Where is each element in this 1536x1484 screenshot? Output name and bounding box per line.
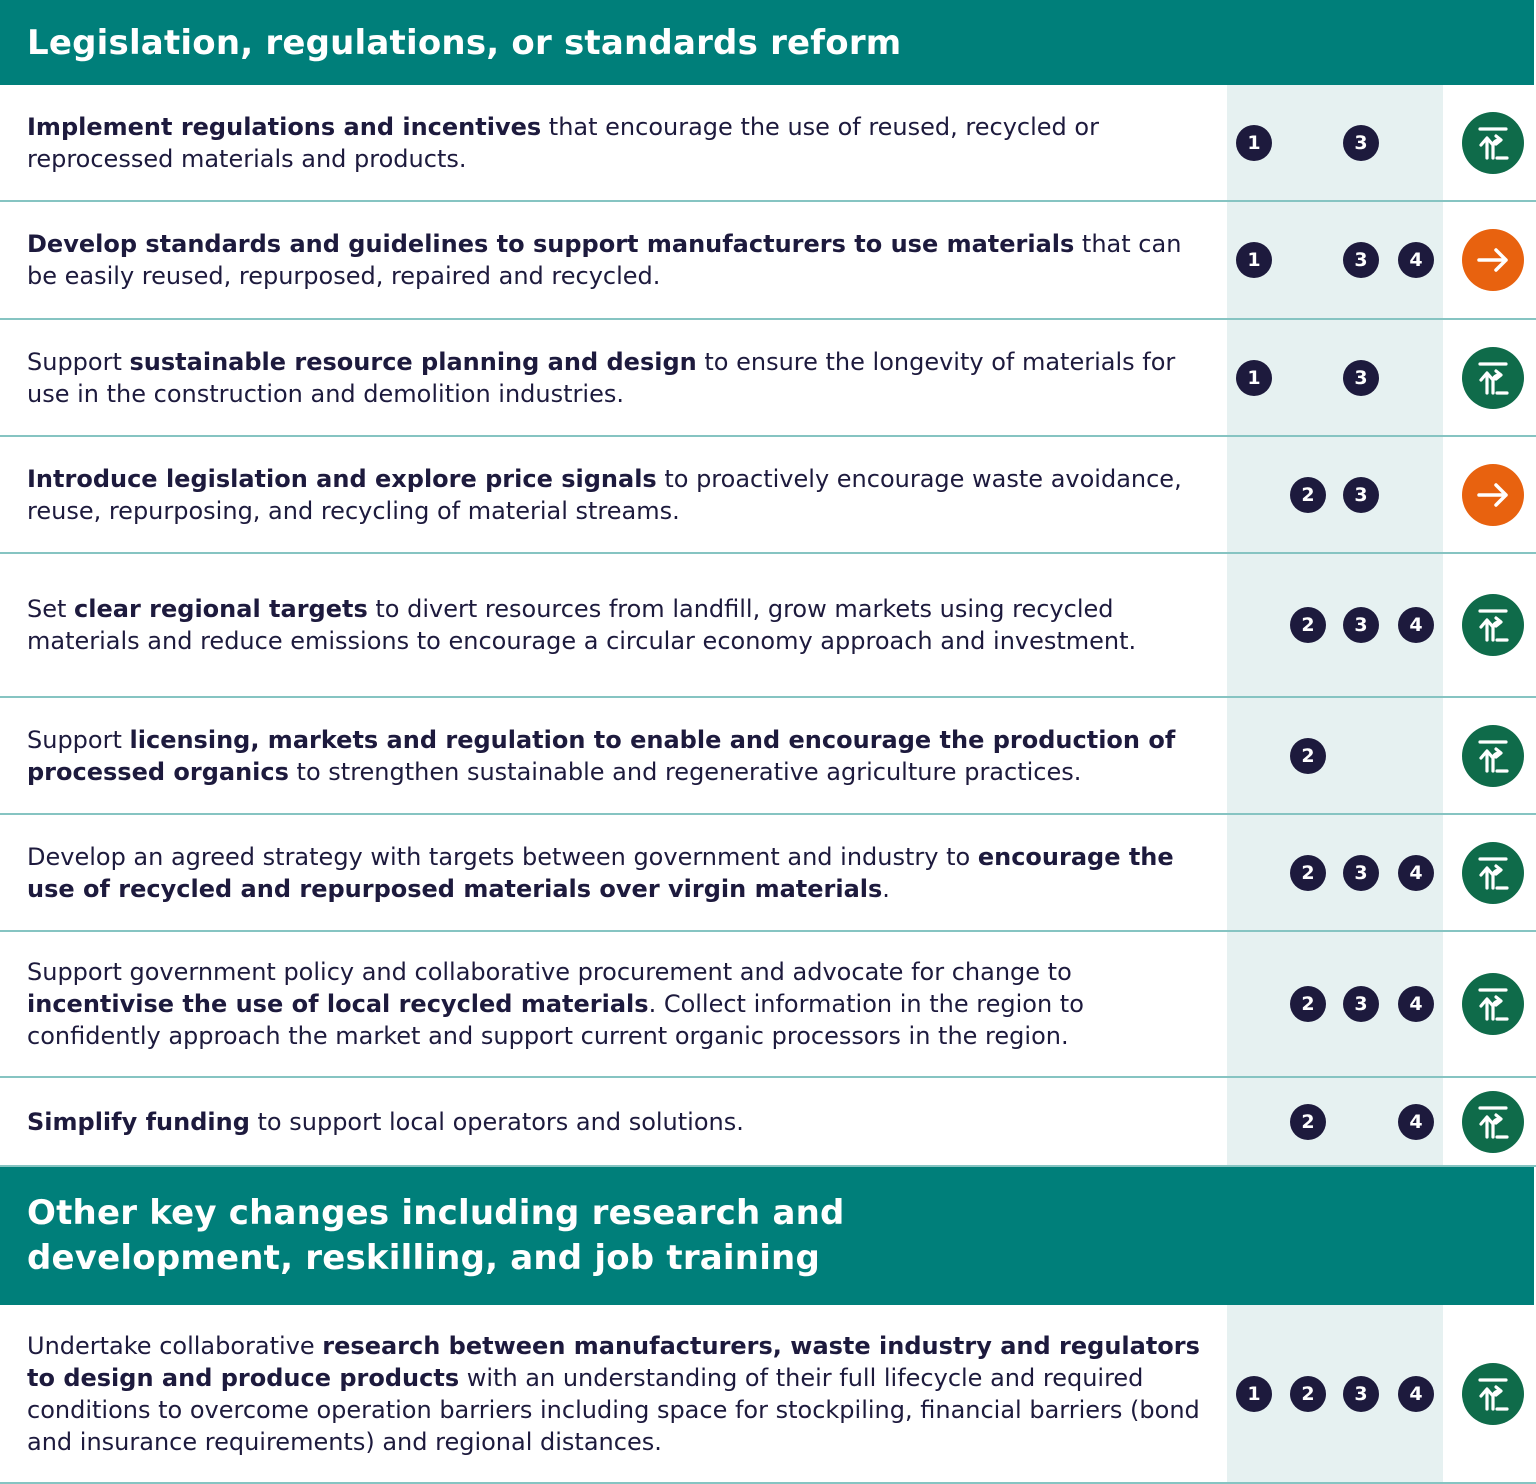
action-text: . [882,874,890,903]
action-description [27,1106,1207,1138]
pillar-badge-2: 2 [1290,986,1326,1022]
action-text: Undertake collaborative [27,1331,323,1360]
action-highlight: Develop standards and guidelines to support manufacturers to use materials [27,230,1075,258]
pillar-badge-4: 4 [1398,1376,1434,1412]
pillar-badge-3: 3 [1343,125,1379,161]
action-description [27,956,1207,1052]
pillar-badge-3: 3 [1343,855,1379,891]
table-row [0,1078,1536,1167]
action-text: to support local operators and solutions. [249,1107,744,1136]
action-text: Develop an agreed strategy with targets between government and industry to [27,842,978,871]
table-row [0,437,1536,554]
pillar-badge-3: 3 [1343,477,1379,513]
pillar-badge-4: 4 [1398,855,1434,891]
action-highlight: Simplify funding [27,1107,250,1136]
pillar-badge-4: 4 [1398,607,1434,643]
pillar-badge-4: 4 [1398,242,1434,278]
section-title: Other key changes including research and development, reskilling, and job training [27,1193,845,1278]
action-description [27,228,1207,292]
action-description [27,593,1207,657]
table-row [0,1305,1536,1484]
action-text: . Collect information in the region to confidently approach the market and support current organic processors in the region. [27,990,1084,1050]
table-row [0,554,1536,698]
action-highlight: sustainable resource planning and design [129,347,697,376]
pillar-badge-2: 2 [1290,1104,1326,1140]
table-row [0,320,1536,437]
pillar-badge-3: 3 [1343,986,1379,1022]
arrow-right-icon [1462,464,1524,526]
pillar-badge-2: 2 [1290,738,1326,774]
action-text: to proactively encourage waste avoidance, reuse, repurposing, and recycling of material streams. [27,464,1182,525]
pillar-badge-4: 4 [1398,1104,1434,1140]
pillar-badge-3: 3 [1343,360,1379,396]
action-text: Set [27,595,75,623]
action-description [27,463,1207,527]
table-row [0,698,1536,815]
action-highlight: Introduce legislation and explore price signals [27,464,657,493]
section-header-other-key-changes [0,1167,1534,1305]
section-header-legislation [0,0,1534,85]
action-text: to divert resources from landfill, grow markets using recycled materials and reduce emissions to encourage a circular economy approach and investment. [27,595,1137,655]
action-text: Support [27,725,130,754]
pillar-badge-3: 3 [1343,607,1379,643]
action-text: Support [27,347,130,376]
action-highlight: encourage the use of recycled and repurposed materials over virgin materials [27,842,1174,903]
action-text: to ensure the longevity of materials for use in the construction and demolition industries. [27,347,1176,408]
action-highlight: Implement regulations and incentives [27,112,542,141]
table-row [0,202,1536,320]
action-text: to strengthen sustainable and regenerative agriculture practices. [288,757,1082,786]
pillar-badge-2: 2 [1290,855,1326,891]
action-highlight: licensing, markets and regulation to enable and encourage the production of processed organics [27,725,1176,786]
action-description [27,346,1207,410]
pillar-badge-2: 2 [1290,477,1326,513]
growth-icon [1462,973,1524,1035]
pillar-badge-2: 2 [1290,1376,1326,1412]
pillar-badge-4: 4 [1398,986,1434,1022]
action-description [27,724,1207,788]
action-highlight: research between manufacturers, waste industry and regulators to design and produce products [27,1331,1200,1392]
action-description [27,1330,1207,1458]
action-description [27,841,1207,905]
action-text: with an understanding of their full lifecycle and required conditions to overcome operation barriers including space for stockpiling, financial barriers (bond and insurance requirements) and regional distances. [27,1363,1200,1456]
action-highlight: incentivise the use of local recycled materials [27,990,649,1018]
growth-icon [1462,594,1524,656]
section-title: Legislation, regulations, or standards reform [27,22,902,63]
action-text: Support government policy and collaborative procurement and advocate for change to [27,958,1072,986]
action-text: that can be easily reused, repurposed, repaired and recycled. [27,230,1182,290]
pillar-badge-1: 1 [1236,125,1272,161]
arrow-right-icon [1462,229,1524,291]
pillar-badge-3: 3 [1343,242,1379,278]
pillar-badge-1: 1 [1236,242,1272,278]
pillar-badge-1: 1 [1236,1376,1272,1412]
growth-icon [1462,725,1524,787]
table-row [0,932,1536,1078]
action-highlight: clear regional targets [74,595,368,623]
action-description [27,111,1207,175]
growth-icon [1462,112,1524,174]
pillar-badge-1: 1 [1236,360,1272,396]
pillar-badge-2: 2 [1290,607,1326,643]
growth-icon [1462,1363,1524,1425]
table-row [0,85,1536,202]
table-row [0,815,1536,932]
pillar-badge-3: 3 [1343,1376,1379,1412]
growth-icon [1462,842,1524,904]
action-text: that encourage the use of reused, recycled or reprocessed materials and products. [27,112,1099,173]
growth-icon [1462,347,1524,409]
growth-icon [1462,1091,1524,1153]
